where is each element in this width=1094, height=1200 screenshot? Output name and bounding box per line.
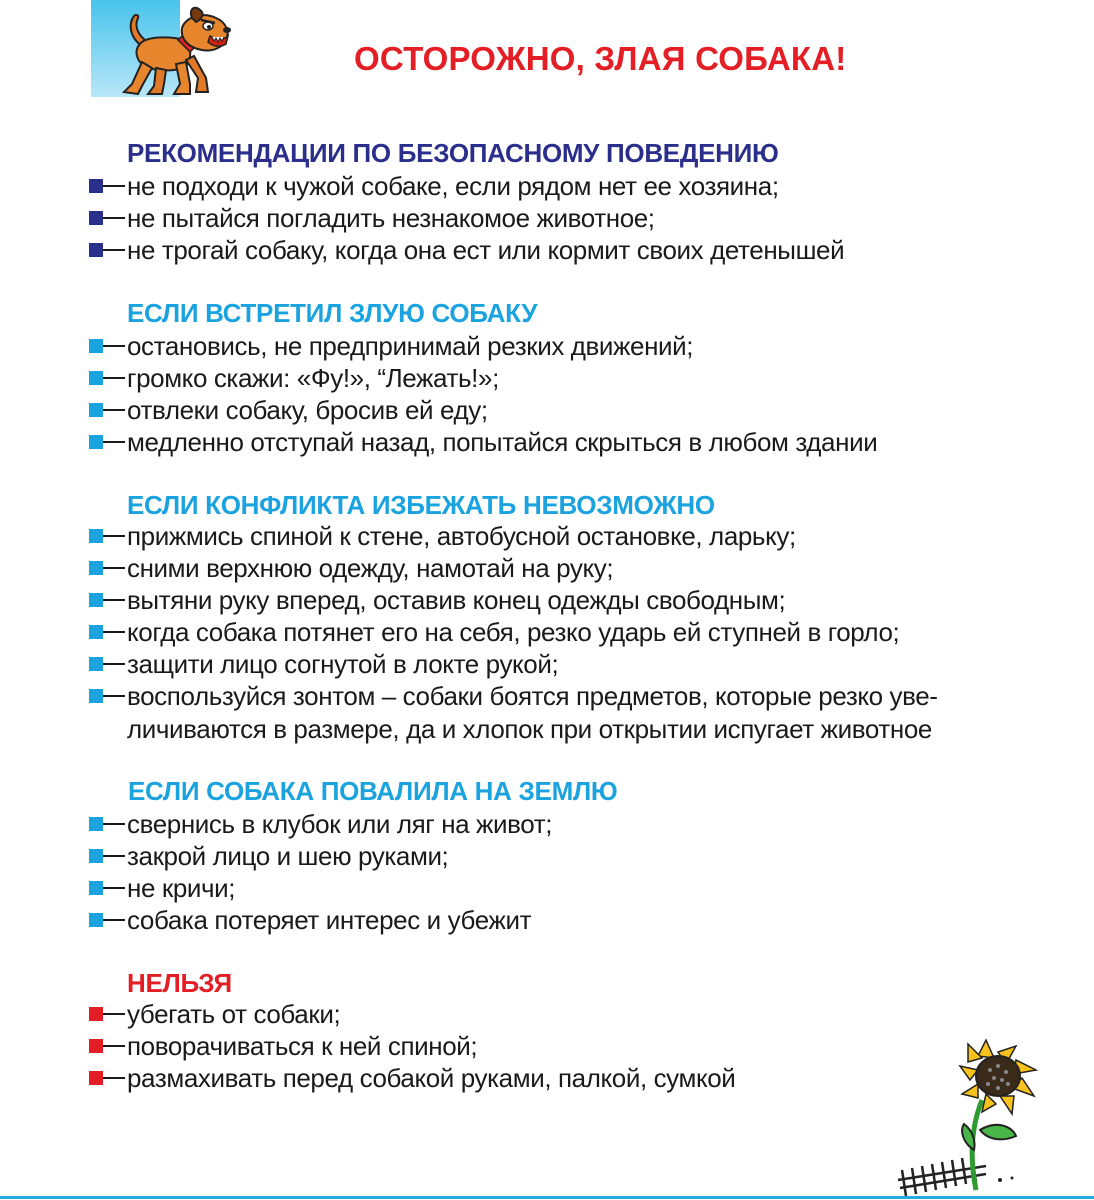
bullet-square-icon [89,435,103,449]
bullet-square-icon [89,1071,103,1085]
bullet-square-icon [89,561,103,575]
angry-dog-icon [112,6,234,100]
section-heading: РЕКОМЕНДАЦИИ ПО БЕЗОПАСНОМУ ПОВЕДЕНИЮ [127,138,779,168]
bullet-square-icon [89,657,103,671]
page-title: ОСТОРОЖНО, ЗЛАЯ СОБАКА! [354,40,847,77]
bullet-square-icon [89,371,103,385]
bullet-square-icon [89,593,103,607]
section-heading: НЕЛЬЗЯ [127,968,232,998]
sunflower-icon [890,1030,1050,1200]
bullet-square-icon [89,211,103,225]
bullet-square-icon [89,403,103,417]
bullet-square-icon [89,625,103,639]
bullet-square-icon [89,179,103,193]
section-heading: ЕСЛИ КОНФЛИКТА ИЗБЕЖАТЬ НЕВОЗМОЖНО [127,490,715,520]
bullet-square-icon [89,1039,103,1053]
bullet-square-icon [89,529,103,543]
list-item: воспользуйся зонтом – собаки боятся предметов, которые резко уве- личиваются в размере, да и хлопок при открытии испугает животное [89,680,1049,746]
section-heading: ЕСЛИ ВСТРЕТИЛ ЗЛУЮ СОБАКУ [127,298,538,328]
bullet-square-icon [89,243,103,257]
section-heading: ЕСЛИ СОБАКА ПОВАЛИЛА НА ЗЕМЛЮ [128,776,618,806]
bullet-square-icon [89,881,103,895]
bullet-square-icon [89,1007,103,1021]
bullet-square-icon [89,913,103,927]
bottom-divider [0,1196,1094,1199]
bullet-square-icon [89,817,103,831]
bullet-square-icon [89,689,103,703]
bullet-square-icon [89,339,103,353]
bullet-square-icon [89,849,103,863]
